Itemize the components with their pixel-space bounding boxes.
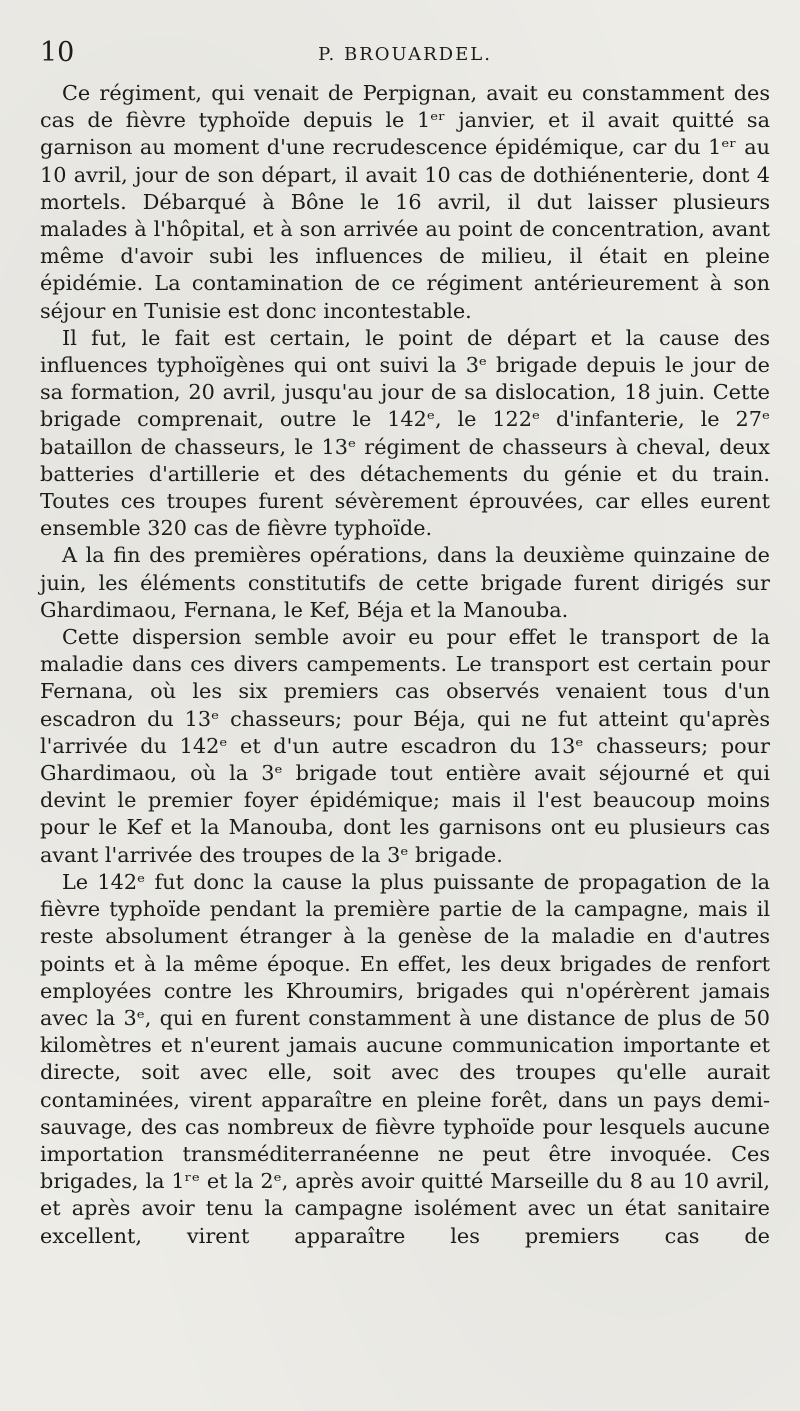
paragraph: Cette dispersion semble avoir eu pour effet le transport de la maladie dans ces divers campements. Le transport est certain pour Fernana, où les six premiers cas observés venaient tous d'un escadron du 13ᵉ chasseurs; pour Béja, qui ne fut atteint qu'après l'arrivée du 142ᵉ et d'un autre escadron du 13ᵉ chasseurs; pour Ghardimaou, où la 3ᵉ brigade tout entière avait séjourné et qui devint le premier foyer épidémique; mais il l'est beaucoup moins pour le Kef et la Manouba, dont les garnisons ont eu plusieurs cas avant l'arrivée des troupes de la 3ᵉ brigade. [40,625,770,867]
paragraph: A la fin des premières opérations, dans la deuxième quinzaine de juin, les éléments constitutifs de cette brigade furent dirigés sur Ghardimaou, Fernana, le Kef, Béja et la Manouba. [40,543,770,622]
page-number: 10 [40,37,75,68]
running-title-author: P. BROUARDEL. [318,44,492,65]
running-header [40,36,770,76]
paragraph: Ce régiment, qui venait de Perpignan, avait eu constamment des cas de fièvre typhoïde depuis le 1ᵉʳ janvier, et il avait quitté sa garnison au moment d'une recrudescence épidémique, car du 1ᵉʳ au 10 avril, jour de son départ, il avait 10 cas de dothiénenterie, dont 4 mortels. Débarqué à Bône le 16 avril, il dut laisser plusieurs malades à l'hôpital, et à son arrivée au point de concentration, avant même d'avoir subi les influences de milieu, il était en pleine épidémie. La contamination de ce régiment antérieurement à son séjour en Tunisie est donc incontestable. [40,81,770,323]
body-text [40,80,770,1250]
paragraph: Le 142ᵉ fut donc la cause la plus puissante de propagation de la fièvre typhoïde pendant la première partie de la campagne, mais il reste absolument étranger à la genèse de la maladie en d'autres points et à la même époque. En effet, les deux brigades de renfort employées contre les Khroumirs, brigades qui n'opérèrent jamais avec la 3ᵉ, qui en furent constamment à une distance de plus de 50 kilomètres et n'eurent jamais aucune communication importante et directe, soit avec elle, soit avec des troupes qu'elle aurait contaminées, virent apparaître en pleine forêt, dans un pays demi-sauvage, des cas nombreux de fièvre typhoïde pour lesquels aucune importation transméditerranéenne ne peut être invoquée. Ces brigades, la 1ʳᵉ et la 2ᵉ, après avoir quitté Marseille du 8 au 10 avril, et après avoir tenu la campagne isolément avec un état sanitaire excellent, virent apparaître les premiers cas de [40,869,770,1248]
paragraph: Il fut, le fait est certain, le point de départ et la cause des influences typhoïgènes qui ont suivi la 3ᵉ brigade depuis le jour de sa formation, 20 avril, jusqu'au jour de sa dislocation, 18 juin. Cette brigade comprenait, outre le 142ᵉ, le 122ᵉ d'infanterie, le 27ᵉ bataillon de chasseurs, le 13ᵉ régiment de chasseurs à cheval, deux batteries d'artillerie et des détachements du génie et du train. Toutes ces troupes furent sévèrement éprouvées, car elles eurent ensemble 320 cas de fièvre typhoïde. [40,325,770,541]
